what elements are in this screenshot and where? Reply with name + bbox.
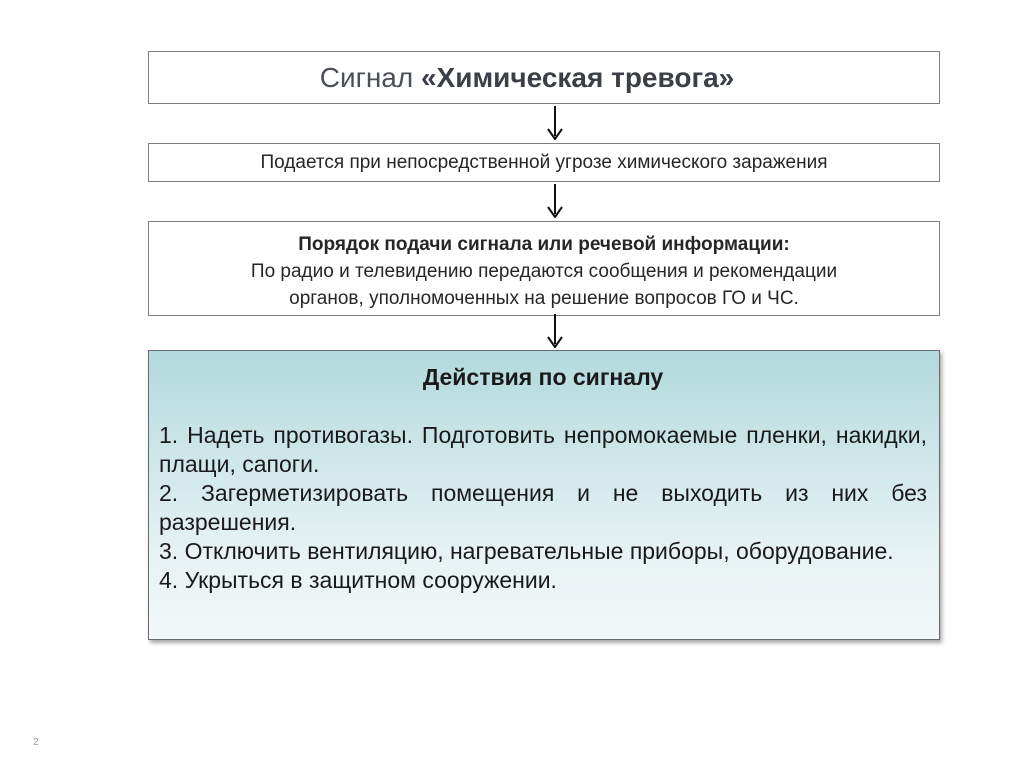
action-item-2: 2. Загерметизировать помещения и не выходить из них без разрешения. bbox=[159, 480, 927, 535]
actions-box bbox=[148, 350, 940, 640]
action-item-3: 3. Отключить вентиляцию, нагревательные приборы, оборудование. bbox=[159, 538, 894, 564]
slide-number: 2 bbox=[33, 737, 39, 748]
action-item-4: 4. Укрыться в защитном сооружении. bbox=[159, 567, 557, 593]
order-line-2: органов, уполномоченных на решение вопросов ГО и ЧС. bbox=[289, 288, 799, 309]
title-emphasis: «Химическая тревога» bbox=[420, 61, 735, 93]
arrow-down-3 bbox=[547, 314, 563, 348]
action-item-1: 1. Надеть противогазы. Подготовить непромокаемые пленки, накидки, плащи, сапоги. bbox=[159, 422, 927, 477]
order-heading: Порядок подачи сигнала или речевой информации: bbox=[298, 234, 790, 255]
title-prefix: Сигнал bbox=[319, 61, 421, 93]
actions-heading: Действия по сигналу bbox=[422, 364, 664, 390]
title-box bbox=[148, 51, 940, 104]
order-line-1: По радио и телевидению передаются сообщения и рекомендации bbox=[250, 261, 838, 282]
description-box bbox=[148, 143, 940, 182]
description-text: Подается при непосредственной угрозе химического заражения bbox=[260, 151, 828, 173]
signal-title bbox=[320, 62, 735, 94]
arrow-down-1 bbox=[547, 106, 563, 140]
order-box bbox=[148, 221, 940, 316]
arrow-down-2 bbox=[547, 184, 563, 218]
